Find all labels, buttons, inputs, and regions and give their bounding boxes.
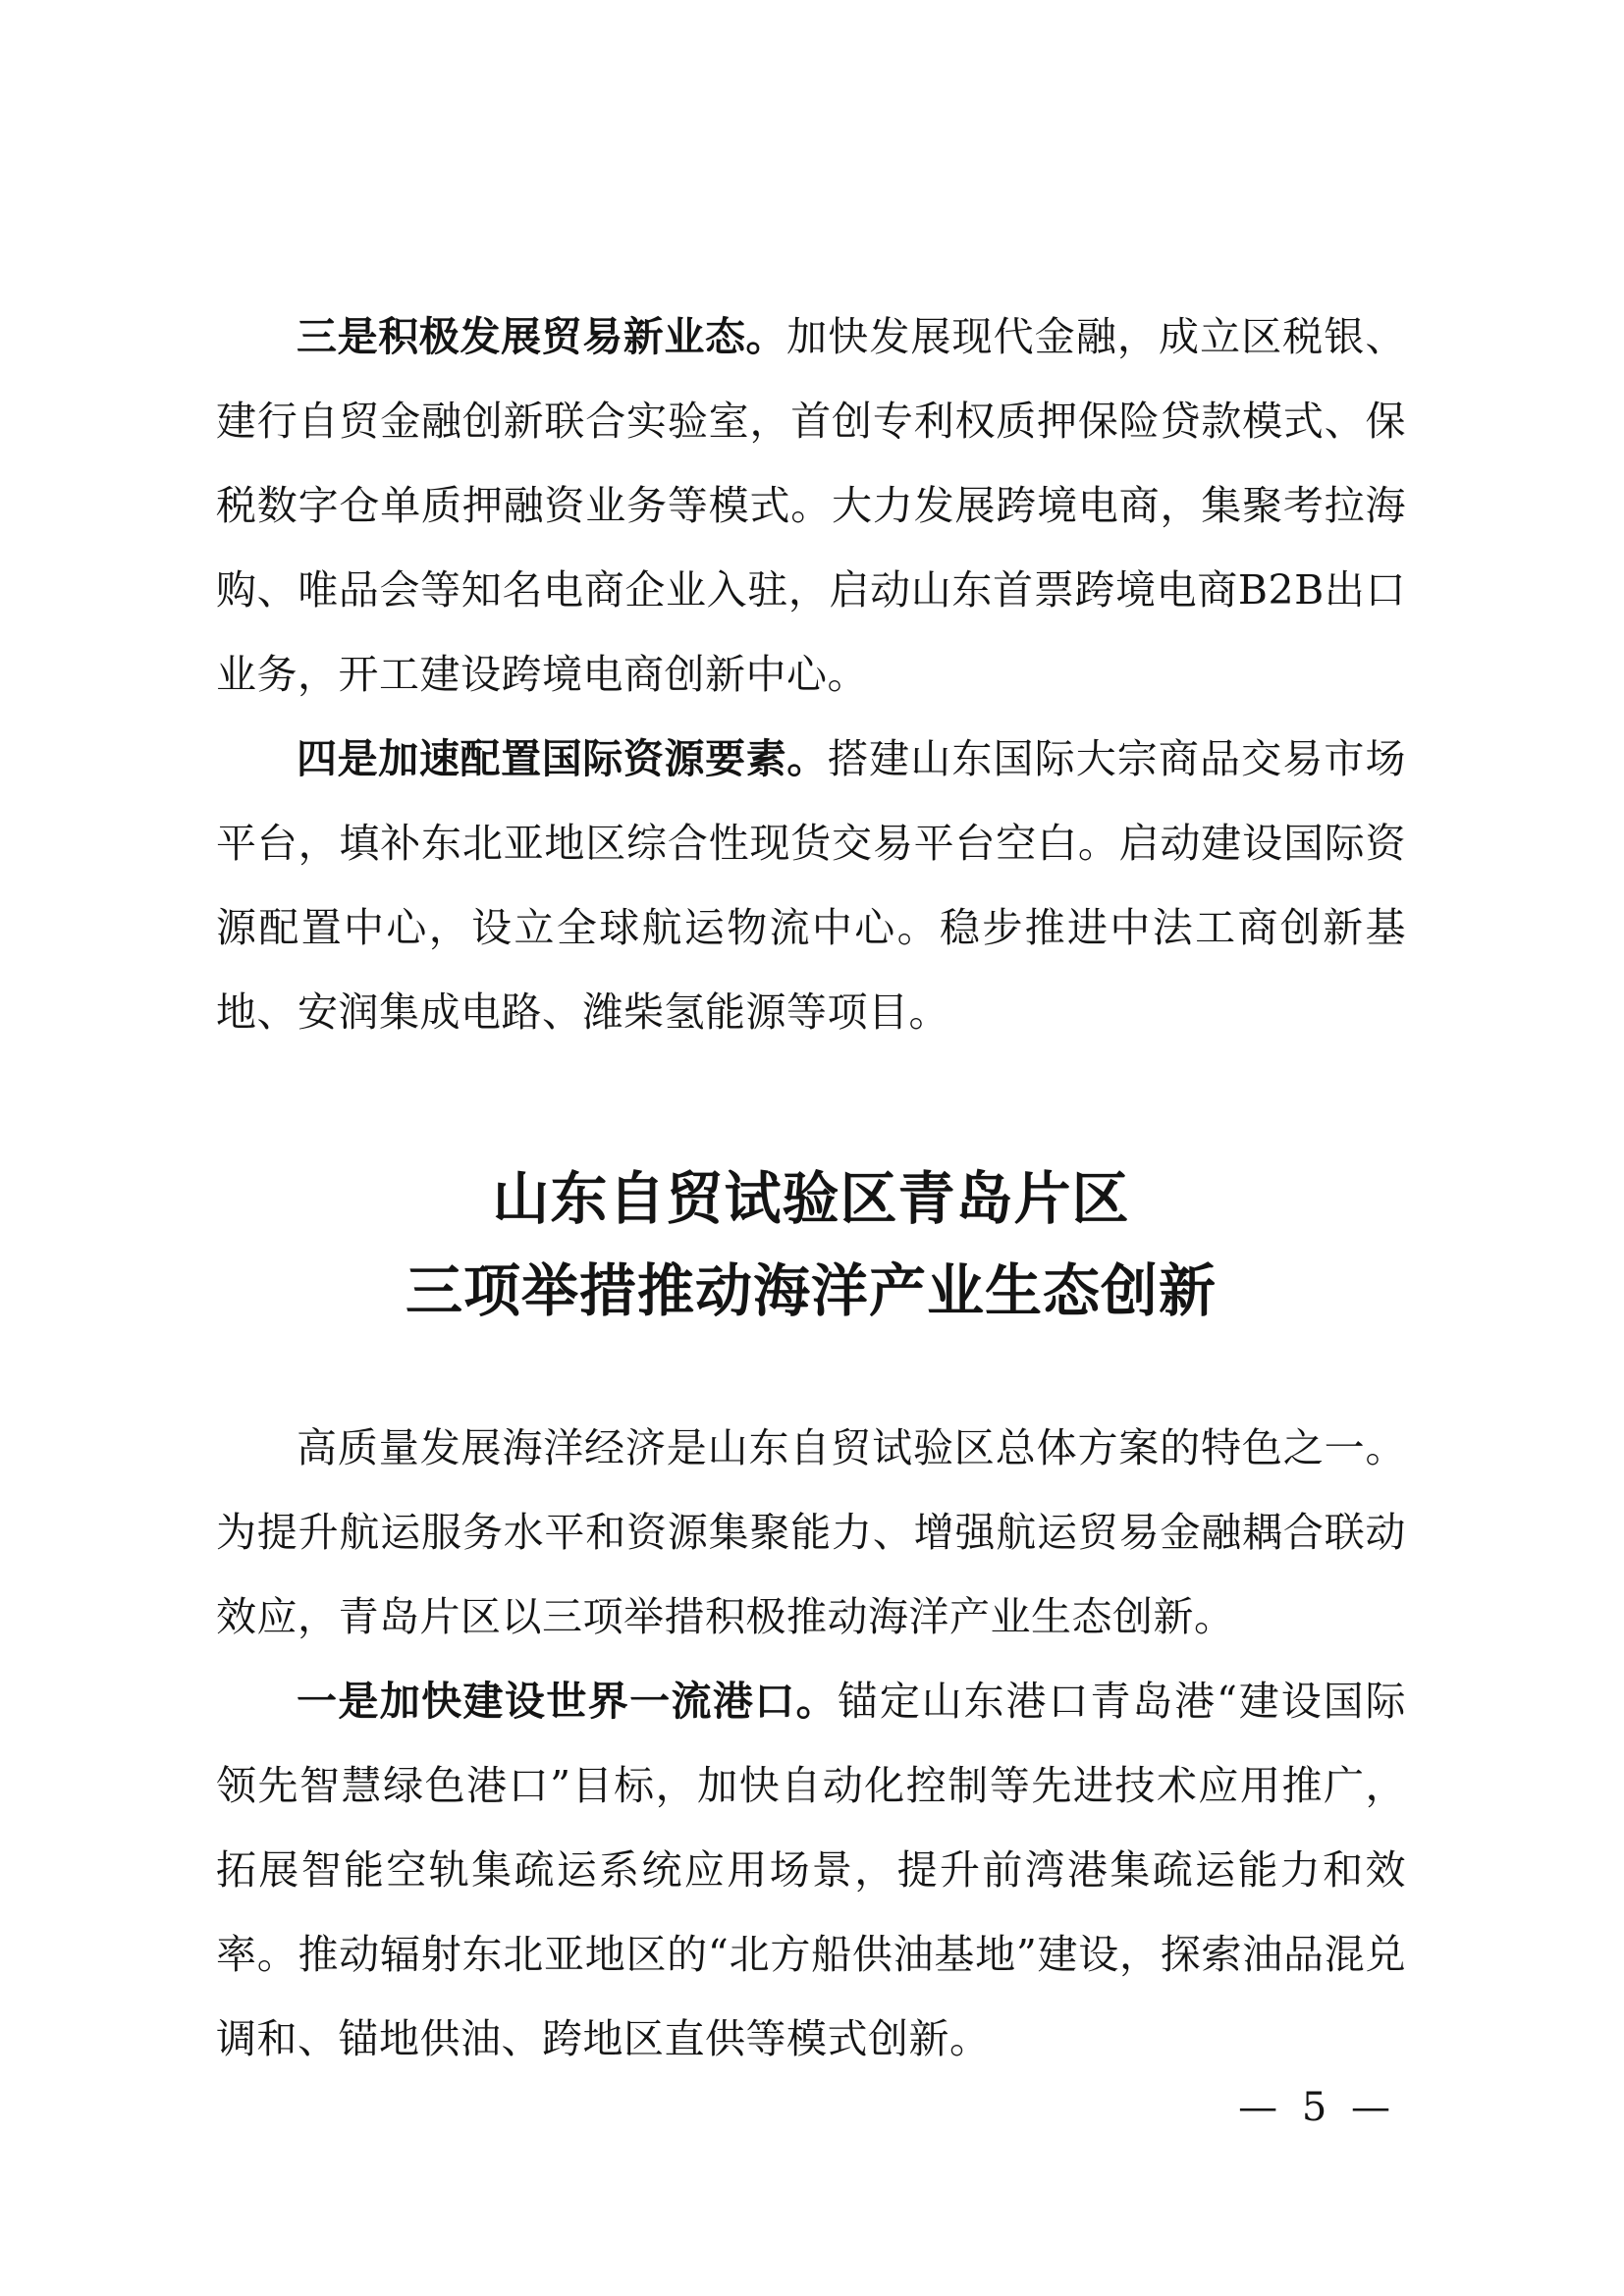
paragraph-lead: 一是加快建设世界一流港口。 <box>297 1678 839 1725</box>
page-content <box>216 294 1406 2081</box>
paragraph-resource-allocation <box>216 717 1406 1054</box>
paragraph-lead: 三是积极发展贸易新业态。 <box>297 313 787 360</box>
paragraph-text: 锚定山东港口青岛港“建设国际领先智慧绿色港口”目标，加快自动化控制等先进技术应用推广，拓展智能空轨集疏运系统应用场景，提升前湾港集疏运能力和效率。推动辐射东北亚地区的“北方船供油基地”建设，探索油品混兑调和、锚地供油、跨地区直供等模式创新。 <box>216 1678 1406 2062</box>
page-number: — 5 — <box>1238 2085 1396 2130</box>
paragraph-intro: 高质量发展海洋经济是山东自贸试验区总体方案的特色之一。为提升航运服务水平和资源集聚能力、增强航运贸易金融耦合联动效应，青岛片区以三项举措积极推动海洋产业生态创新。 <box>216 1424 1406 1640</box>
paragraph-text: 加快发展现代金融，成立区税银、建行自贸金融创新联合实验室，首创专利权质押保险贷款模式、保税数字仓单质押融资业务等模式。大力发展跨境电商，集聚考拉海购、唯品会等知名电商企业入驻，启动山东首票跨境电商B2B出口业务，开工建设跨境电商创新中心。 <box>216 313 1407 698</box>
paragraph-text: 搭建山东国际大宗商品交易市场平台，填补东北亚地区综合性现货交易平台空白。启动建设国际资源配置中心，设立全球航运物流中心。稳步推进中法工商创新基地、安润集成电路、潍柴氢能源等项目。 <box>216 735 1406 1036</box>
article-title-line-2: 三项举措推动海洋产业生态创新 <box>405 1257 1217 1324</box>
paragraph-trade-formats <box>216 294 1406 717</box>
paragraph-world-class-port <box>216 1659 1406 2081</box>
paragraph-lead: 四是加速配置国际资源要素。 <box>297 735 828 782</box>
article-title-line-1: 山东自贸试验区青岛片区 <box>492 1165 1130 1232</box>
article-title <box>216 1152 1406 1337</box>
